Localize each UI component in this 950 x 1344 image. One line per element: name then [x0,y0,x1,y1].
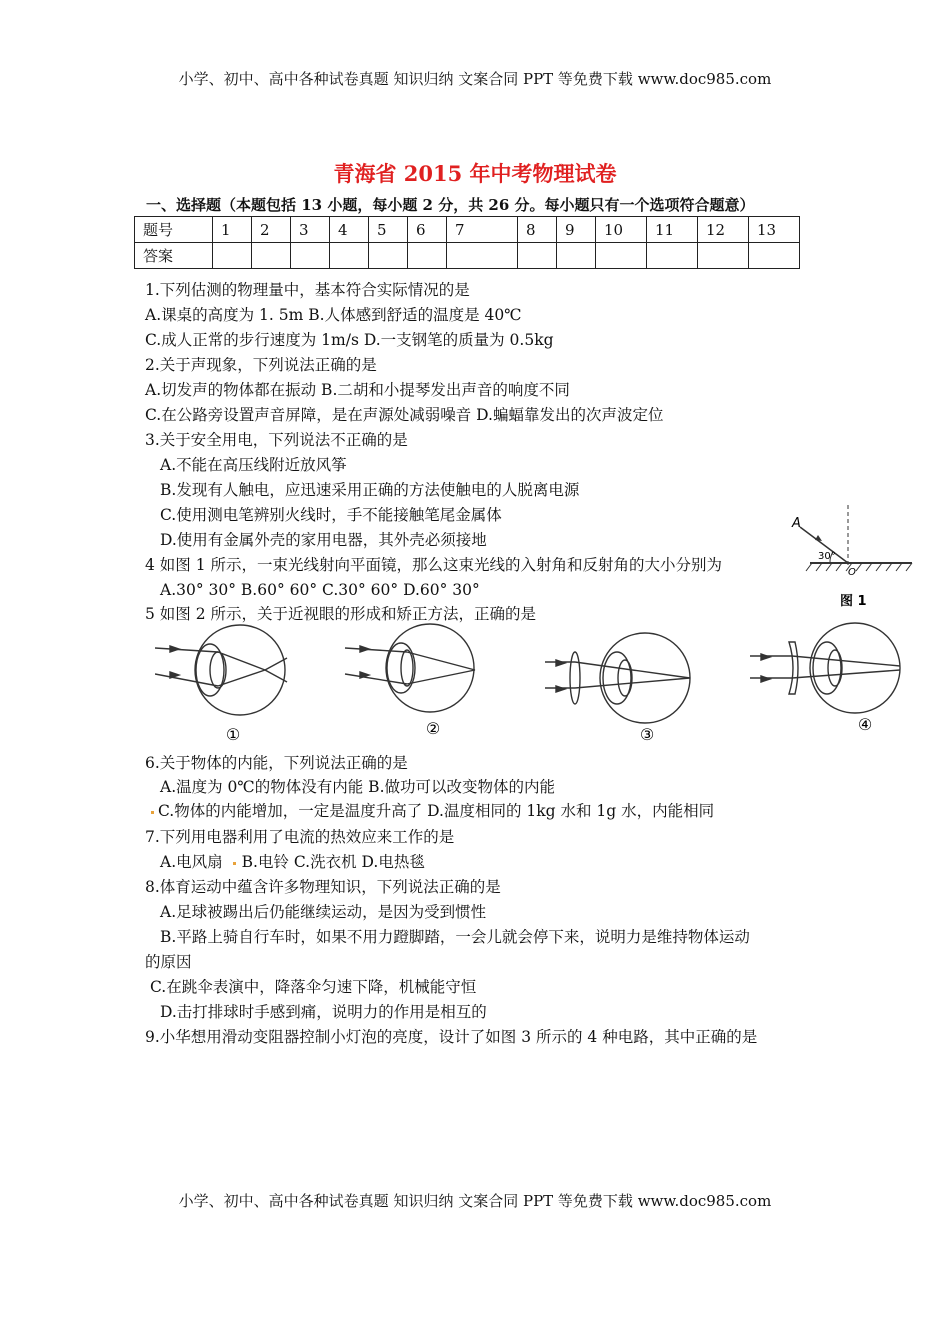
q1-stem: 1.下列估测的物理量中，基本符合实际情况的是 [145,281,470,299]
table-cell: 1 [213,217,252,243]
q1-options-ab: A.课桌的高度为 1. 5m B.人体感到舒适的温度是 40℃ [145,306,522,324]
q3-stem: 3.关于安全用电，下列说法不正确的是 [145,431,408,449]
q3-option-b: B.发现有人触电，应迅速采用正确的方法使触电的人脱离电源 [160,481,580,499]
page-header: 小学、初中、高中各种试卷真题 知识归纳 文案合同 PPT 等免费下载 www.doc985.com [178,70,772,88]
q7-options-bcd: B.电铃 C.洗衣机 D.电热毯 [241,853,425,871]
q8-option-d: D.击打排球时手感到痛，说明力的作用是相互的 [160,1003,487,1021]
table-cell: 5 [369,217,408,243]
table-cell: 8 [518,217,557,243]
q7-stem: 7.下列用电器利用了电流的热效应来工作的是 [145,828,455,846]
q2-options-cd: C.在公路旁设置声音屏障，是在声源处减弱噪音 D.蝙蝠靠发出的次声波定位 [145,406,664,424]
q8-option-b-cont: 的原因 [145,953,192,971]
exam-title: 青海省 2015 年中考物理试卷 [333,161,617,186]
q2-stem: 2.关于声现象，下列说法正确的是 [145,356,377,374]
mirror-hatching [806,563,912,571]
point-label-o: O [848,567,856,578]
table-row [135,217,800,243]
table-cell: 7 [447,217,518,243]
table-row [135,243,800,269]
q3-option-c: C.使用测电笔辨别火线时，手不能接触笔尾金属体 [160,506,502,524]
q8-option-a: A.足球被踢出后仍能继续运动，是因为受到惯性 [160,903,487,921]
q6-options-cd: C.物体的内能增加，一定是温度升高了 D.温度相同的 1kg 水和 1g 水，内能相同 [158,802,715,820]
table-label-answer: 答案 [135,243,213,269]
q4-options: A.30° 30° B.60° 60° C.30° 60° D.60° 30° [160,581,480,599]
q8-stem: 8.体育运动中蕴含许多物理知识，下列说法正确的是 [145,878,501,896]
page-footer: 小学、初中、高中各种试卷真题 知识归纳 文案合同 PPT 等免费下载 www.doc985.com [178,1192,772,1210]
mark-dot [233,862,236,865]
eye-diagram-4 [750,623,900,713]
answer-cell[interactable] [291,243,330,269]
eye-label-3: ③ [639,725,655,744]
q3-option-a: A.不能在高压线附近放风筝 [160,456,347,474]
figure-1-mirror-diagram [778,505,928,610]
eye-label-1: ① [225,725,241,744]
table-cell: 11 [647,217,698,243]
eye-diagram-3 [545,633,690,723]
eye-label-4: ④ [857,715,873,734]
answer-cell[interactable] [557,243,596,269]
figure-1-caption: 图 1 [840,594,867,609]
answer-cell[interactable] [647,243,698,269]
q7-options-line [160,852,425,872]
answer-cell[interactable] [749,243,800,269]
q9-stem: 9.小华想用滑动变阻器控制小灯泡的亮度，设计了如图 3 所示的 4 种电路，其中正确的是 [145,1028,758,1046]
answer-cell[interactable] [408,243,447,269]
table-cell: 4 [330,217,369,243]
answer-cell[interactable] [596,243,647,269]
table-cell: 6 [408,217,447,243]
eye-label-2: ② [425,719,441,738]
figure-2-eye-diagrams [155,622,935,750]
ray-label-a: A [792,516,801,531]
q7-option-a: A.电风扇 [160,853,223,871]
q2-options-ab: A.切发声的物体都在振动 B.二胡和小提琴发出声音的响度不同 [145,381,570,399]
q8-option-c: C.在跳伞表演中，降落伞匀速下降，机械能守恒 [150,978,477,996]
answer-cell[interactable] [698,243,749,269]
q6-options-ab: A.温度为 0℃的物体没有内能 B.做功可以改变物体的内能 [160,778,555,796]
q5-stem: 5 如图 2 所示，关于近视眼的形成和矫正方法，正确的是 [145,605,537,623]
table-cell: 9 [557,217,596,243]
section-heading-choice: 一、选择题（本题包括 13 小题，每小题 2 分，共 26 分。每小题只有一个选项符合题意） [146,196,755,214]
eye-diagram-1 [155,625,287,715]
q6-options-cd-line [147,801,714,821]
q4-stem: 4 如图 1 所示，一束光线射向平面镜，那么这束光线的入射角和反射角的大小分别为 [145,556,723,574]
q3-option-d: D.使用有金属外壳的家用电器，其外壳必须接地 [160,531,487,549]
answer-cell[interactable] [518,243,557,269]
answer-cell[interactable] [213,243,252,269]
answer-cell[interactable] [369,243,408,269]
table-cell: 2 [252,217,291,243]
answer-cell[interactable] [447,243,518,269]
answer-table [134,216,800,269]
table-label-number: 题号 [135,217,213,243]
ray-arrow-icon [815,535,822,541]
table-cell: 10 [596,217,647,243]
eye-diagram-2 [345,624,475,712]
answer-cell[interactable] [252,243,291,269]
q1-options-cd: C.成人正常的步行速度为 1m/s D.一支钢笔的质量为 0.5kg [145,331,554,349]
mark-dot [151,811,154,814]
table-cell: 13 [749,217,800,243]
answer-cell[interactable] [330,243,369,269]
q8-option-b: B.平路上骑自行车时，如果不用力蹬脚踏，一会儿就会停下来，说明力是维持物体运动 [160,928,750,946]
q6-stem: 6.关于物体的内能，下列说法正确的是 [145,754,408,772]
angle-label: 30° [818,551,836,562]
table-cell: 3 [291,217,330,243]
table-cell: 12 [698,217,749,243]
